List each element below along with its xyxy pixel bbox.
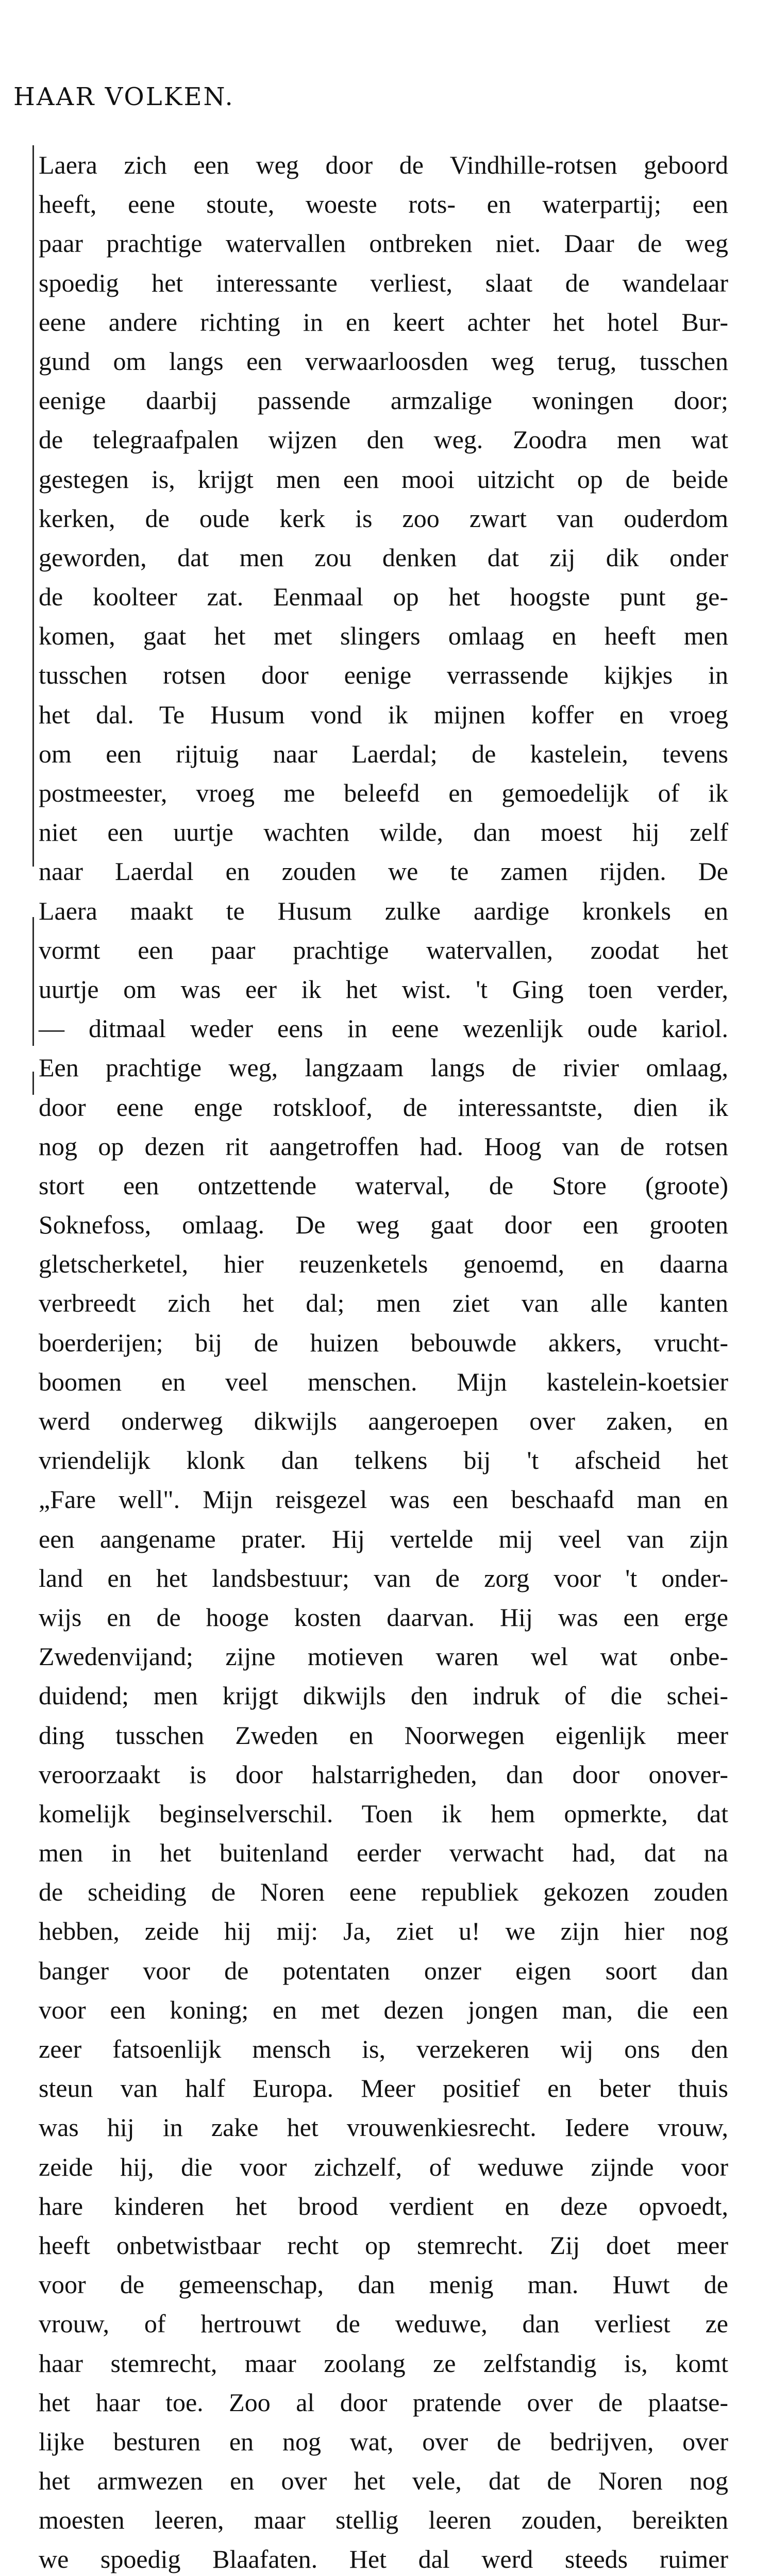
text-line: verbreedt zich het dal; men ziet van alle kanten: [39, 1289, 728, 1318]
text-line: banger voor de potentaten onzer eigen soort dan: [39, 1956, 728, 1985]
text-line: was hij in zake het vrouwenkiesrecht. Iedere vrouw,: [39, 2113, 728, 2142]
text-line: gund om langs een verwaarloosden weg terug, tusschen: [39, 346, 728, 376]
text-line: om een rijtuig naar Laerdal; de kastelein, tevens: [39, 739, 728, 768]
text-line: het haar toe. Zoo al door pratende over de plaatse-: [39, 2387, 728, 2417]
text-line: de telegraafpalen wijzen den weg. Zoodra men wat: [39, 425, 728, 454]
text-line: Soknefoss, omlaag. De weg gaat door een grooten: [39, 1210, 728, 1240]
text-line: de koolteer zat. Eenmaal op het hoogste punt ge-: [39, 582, 728, 612]
text-line: lijke besturen en nog wat, over de bedrijven, over: [39, 2427, 728, 2456]
text-line: — ditmaal weder eens in eene wezenlijk oude kariol.: [39, 1014, 728, 1043]
text-line: het dal. Te Husum vond ik mijnen koffer en vroeg: [39, 700, 728, 729]
text-line: steun van half Europa. Meer positief en beter thuis: [39, 2074, 728, 2103]
text-line: duidend; men krijgt dikwijls den indruk of die schei-: [39, 1681, 728, 1710]
text-line: veroorzaakt is door halstarrigheden, dan door onover-: [39, 1759, 728, 1789]
text-line: land en het landsbestuur; van de zorg voor 't onder-: [39, 1563, 728, 1592]
text-line: men in het buitenland eerder verwacht had, dat na: [39, 1838, 728, 1868]
body-text: [39, 145, 728, 2576]
text-line: kerken, de oude kerk is zoo zwart van ouderdom: [39, 503, 728, 533]
text-line: heeft onbetwistbaar recht op stemrecht. Zij doet meer: [39, 2230, 728, 2260]
text-line: boomen en veel menschen. Mijn kastelein-koetsier: [39, 1367, 728, 1396]
text-line: zeide hij, die voor zichzelf, of weduwe zijnde voor: [39, 2152, 728, 2181]
text-line: boerderijen; bij de huizen bebouwde akkers, vrucht-: [39, 1328, 728, 1357]
margin-rule: [32, 145, 34, 867]
text-line: wijs en de hooge kosten daarvan. Hij was een erge: [39, 1602, 728, 1632]
margin-rule: [32, 917, 34, 1046]
text-line: eene andere richting in en keert achter het hotel Bur-: [39, 307, 728, 336]
text-line: haar stemrecht, maar zoolang ze zelfstandig is, komt: [39, 2348, 728, 2378]
text-line: een aangename prater. Hij vertelde mij veel van zijn: [39, 1524, 728, 1553]
text-line: nog op dezen rit aangetroffen had. Hoog van de rotsen: [39, 1131, 728, 1161]
text-line: paar prachtige watervallen ontbreken niet. Daar de weg: [39, 229, 728, 258]
text-line: komelijk beginselverschil. Toen ik hem opmerkte, dat: [39, 1799, 728, 1828]
text-line: hare kinderen het brood verdient en deze opvoedt,: [39, 2191, 728, 2221]
margin-rule: [32, 1072, 34, 1095]
text-line: het armwezen en over het vele, dat de Noren nog: [39, 2466, 728, 2496]
text-line: stort een ontzettende waterval, de Store (groote): [39, 1171, 728, 1200]
text-line: vriendelijk klonk dan telkens bij 't afscheid het: [39, 1446, 728, 1475]
text-line: de scheiding de Noren eene republiek gekozen zouden: [39, 1877, 728, 1907]
text-line: Zwedenvijand; zijne motieven waren wel wat onbe-: [39, 1642, 728, 1671]
text-line: postmeester, vroeg me beleefd en gemoedelijk of ik: [39, 778, 728, 807]
text-line: gletscherketel, hier reuzenketels genoemd, en daarna: [39, 1249, 728, 1279]
text-line: Laera zich een weg door de Vindhille-rotsen geboord: [39, 150, 728, 179]
text-line: spoedig het interessante verliest, slaat de wandelaar: [39, 268, 728, 297]
text-line: komen, gaat het met slingers omlaag en heeft men: [39, 621, 728, 651]
text-line: uurtje om was eer ik het wist. 't Ging toen verder,: [39, 974, 728, 1004]
text-line: heeft, eene stoute, woeste rots- en waterpartij; een: [39, 190, 728, 219]
text-line: geworden, dat men zou denken dat zij dik onder: [39, 543, 728, 572]
text-line: vormt een paar prachtige watervallen, zoodat het: [39, 935, 728, 964]
text-line: tusschen rotsen door eenige verrassende kijkjes in: [39, 660, 728, 690]
text-line: ding tusschen Zweden en Noorwegen eigenlijk meer: [39, 1720, 728, 1750]
text-line: „Fare well". Mijn reisgezel was een beschaafd man en: [39, 1485, 728, 1514]
text-line: door eene enge rotskloof, de interessantste, dien ik: [39, 1092, 728, 1122]
text-line: Laera maakt te Husum zulke aardige kronkels en: [39, 896, 728, 925]
text-line: niet een uurtje wachten wilde, dan moest hij zelf: [39, 818, 728, 847]
text-line: vrouw, of hertrouwt de weduwe, dan verliest ze: [39, 2309, 728, 2338]
text-line: we spoedig Blaafaten. Het dal werd steeds ruimer: [39, 2545, 728, 2574]
text-line: gestegen is, krijgt men een mooi uitzicht op de beide: [39, 464, 728, 494]
text-line: zeer fatsoenlijk mensch is, verzekeren wij ons den: [39, 2035, 728, 2063]
running-head: HAAR VOLKEN.: [13, 82, 234, 111]
text-line: voor de gemeenschap, dan menig man. Huwt de: [39, 2270, 728, 2299]
text-line: naar Laerdal en zouden we te zamen rijden. De: [39, 857, 728, 886]
text-line: Een prachtige weg, langzaam langs de rivier omlaag,: [39, 1053, 728, 1082]
text-line: hebben, zeide hij mij: Ja, ziet u! we zijn hier nog: [39, 1917, 728, 1946]
text-line: moesten leeren, maar stellig leeren zouden, bereikten: [39, 2505, 728, 2535]
text-line: eenige daarbij passende armzalige woningen door;: [39, 386, 728, 415]
text-line: voor een koning; en met dezen jongen man, die een: [39, 1995, 728, 2024]
text-line: werd onderweg dikwijls aangeroepen over zaken, en: [39, 1406, 728, 1435]
